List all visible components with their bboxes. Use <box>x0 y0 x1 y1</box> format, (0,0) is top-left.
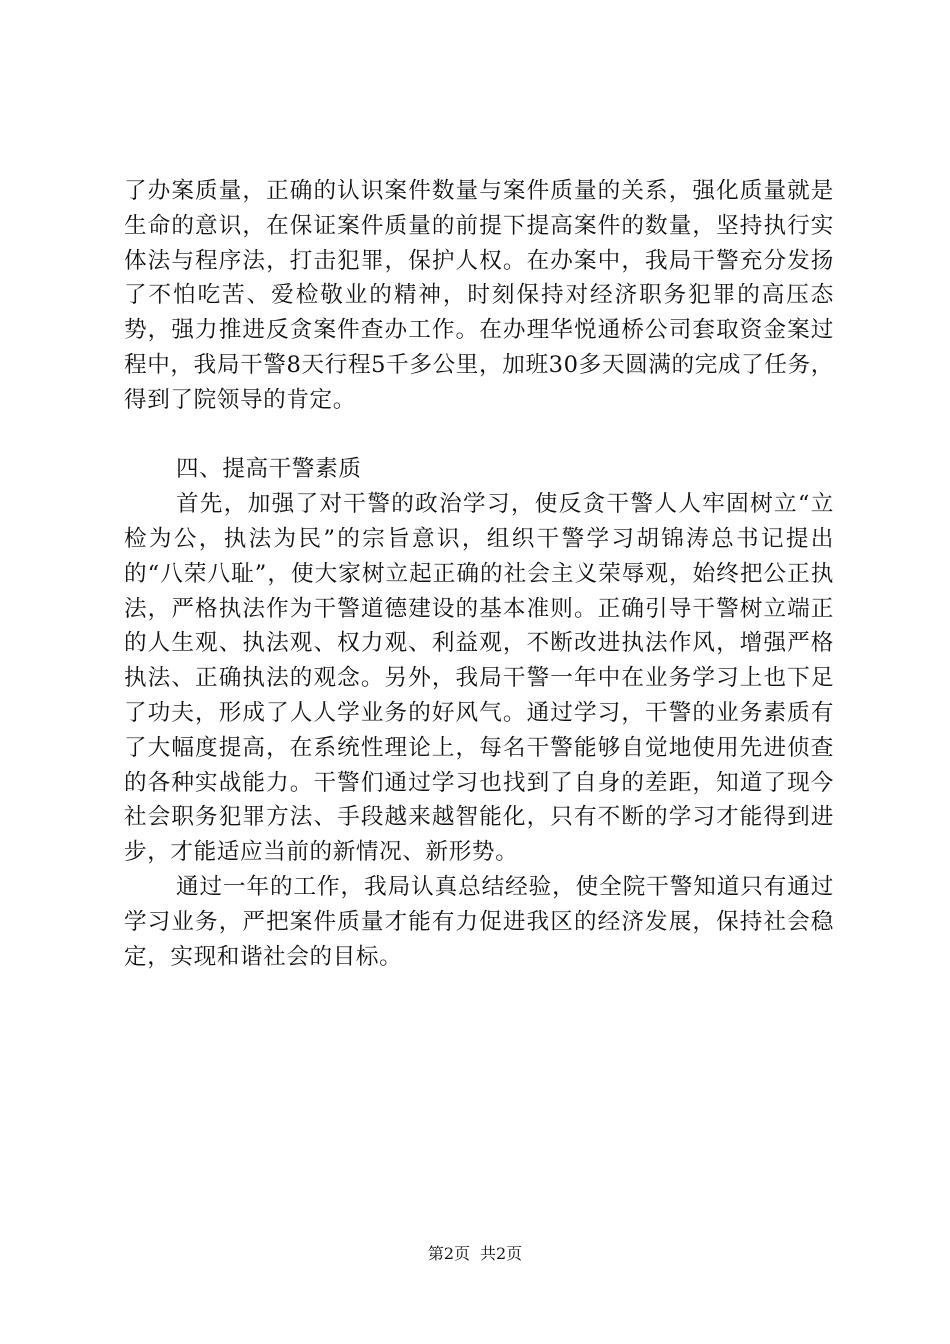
page-footer <box>0 1242 950 1266</box>
section-heading-improve-quality: 四、提高干警素质 <box>175 456 362 483</box>
page-number: 第2页 <box>427 1244 470 1263</box>
paragraph-spacer <box>124 418 834 453</box>
paragraph-conclusion: 通过一年的工作，我局认真总结经验，使全院干警知道只有通过学习业务，严把案件质量才能有力促进我区的经济发展，保持社会稳定，实现和谐社会的目标。 <box>124 873 834 970</box>
document-body <box>124 174 834 974</box>
paragraph-case-quality: 了办案质量，正确的认识案件数量与案件质量的关系，强化质量就是生命的意识，在保证案件质量的前提下提高案件的数量，坚持执行实体法与程序法，打击犯罪，保护人权。在办案中，我局干警充分发扬了不怕吃苦、爱检敬业的精神，时刻保持对经济职务犯罪的高压态势，强力推进反贪案件查办工作。在办理华悦通桥公司套取资金案过程中，我局干警8天行程5千多公里，加班30多天圆满的完成了任务，得到了院领导的肯定。 <box>124 178 834 413</box>
paragraph-political-study: 首先，加强了对干警的政治学习，使反贪干警人人牢固树立“立检为公，执法为民”的宗旨意识，组织干警学习胡锦涛总书记提出的“八荣八耻”，使大家树立起正确的社会主义荣辱观，始终把公正执法，严格执法作为干警道德建设的基本准则。正确引导干警树立端正的人生观、执法观、权力观、利益观，不断改进执法作风，增强严格执法、正确执法的观念。另外，我局干警一年中在业务学习上也下足了功夫，形成了人人学业务的好风气。通过学习，干警的业务素质有了大幅度提高，在系统性理论上，每名干警能够自觉地使用先进侦查的各种实战能力。干警们通过学习也找到了自身的差距，知道了现今社会职务犯罪方法、手段越来越智能化，只有不断的学习才能得到进步，才能适应当前的新情况、新形势。 <box>124 491 834 866</box>
page-total: 共2页 <box>480 1244 523 1263</box>
